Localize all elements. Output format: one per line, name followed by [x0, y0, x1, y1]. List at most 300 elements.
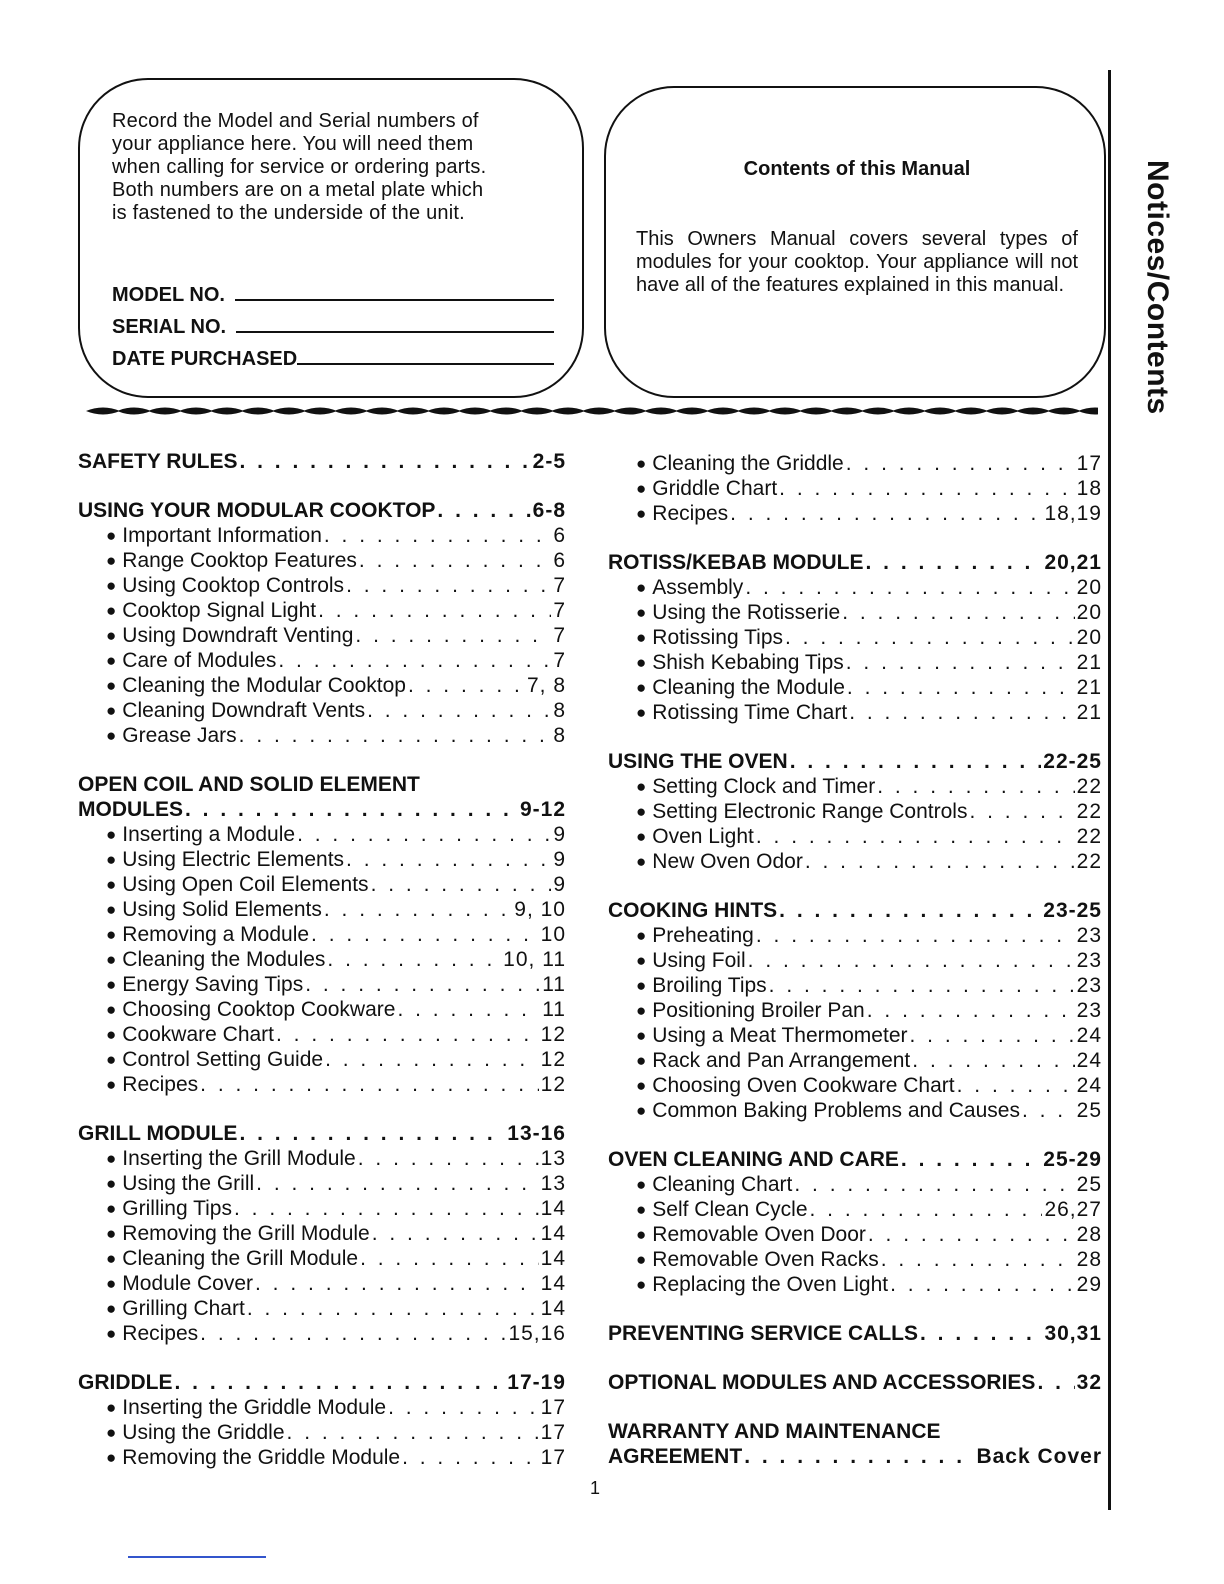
toc-section-heading[interactable] — [608, 750, 1102, 775]
toc-leader-dots — [371, 873, 552, 897]
toc-heading-label: OVEN CLEANING AND CARE — [608, 1148, 899, 1171]
toc-item-pages: 7 — [553, 624, 566, 647]
toc-leader-dots — [402, 1446, 539, 1470]
toc-item-label: ● Energy Saving Tips — [106, 973, 303, 997]
toc-item-pages: 26,27 — [1044, 1198, 1102, 1221]
divider-dash — [520, 408, 554, 415]
toc-item-pages: 24 — [1076, 1024, 1102, 1047]
toc-item[interactable] — [608, 800, 1102, 825]
toc-leader-dots — [901, 1148, 1041, 1172]
toc-leader-dots — [794, 1173, 1074, 1197]
date-purchased-line[interactable] — [297, 363, 554, 365]
toc-item-label: ● Setting Electronic Range Controls — [636, 800, 967, 824]
toc-item-pages: 9 — [553, 873, 566, 896]
toc-item-pages: 7, 8 — [526, 674, 566, 697]
toc-leader-dots — [846, 452, 1075, 476]
toc-item-label: ● Using Electric Elements — [106, 848, 344, 872]
toc-item[interactable] — [78, 1421, 566, 1446]
toc-item-label: ● Recipes — [636, 502, 728, 526]
toc-item-pages: 23 — [1076, 999, 1102, 1022]
toc-leader-dots — [785, 626, 1075, 650]
toc-heading-label: GRILL MODULE — [78, 1122, 238, 1145]
toc-item-pages: 22 — [1076, 775, 1102, 798]
divider-dash — [1078, 408, 1098, 415]
toc-leader-dots — [1022, 1099, 1075, 1123]
toc-leader-dots — [779, 899, 1041, 923]
toc-item-pages: 9 — [553, 848, 566, 871]
toc-item-label: ● Cleaning the Grill Module — [106, 1247, 358, 1271]
toc-item-pages: 29 — [1076, 1273, 1102, 1296]
toc-leader-dots — [297, 823, 551, 847]
toc-item[interactable] — [78, 1048, 566, 1073]
toc-item-label: ● Removing the Grill Module — [106, 1222, 370, 1246]
toc-item-label: ● Self Clean Cycle — [636, 1198, 808, 1222]
toc-right-column — [608, 452, 1102, 1494]
toc-item[interactable] — [608, 775, 1102, 800]
toc-item-pages: 8 — [553, 699, 566, 722]
toc-leader-dots — [359, 549, 551, 573]
toc-section-heading[interactable] — [78, 798, 566, 823]
record-line: your appliance here. You will need them — [112, 133, 474, 155]
toc-section — [608, 1322, 1102, 1347]
toc-section-heading[interactable] — [608, 1371, 1102, 1396]
toc-item-pages: 23 — [1076, 974, 1102, 997]
toc-item-pages: 13 — [540, 1147, 566, 1170]
toc-item-pages: 13 — [540, 1172, 566, 1195]
toc-item[interactable] — [608, 452, 1102, 477]
toc-item[interactable] — [78, 848, 566, 873]
toc-item-label: ● Assembly — [636, 576, 743, 600]
toc-item[interactable] — [608, 924, 1102, 949]
toc-item-label: ● Important Information — [106, 524, 322, 548]
toc-item[interactable] — [608, 502, 1102, 527]
toc-leader-dots — [810, 1198, 1043, 1222]
toc-item-pages: 15,16 — [508, 1322, 566, 1345]
toc-item[interactable] — [78, 574, 566, 599]
toc-leader-dots — [867, 999, 1075, 1023]
toc-leader-dots — [912, 1049, 1074, 1073]
toc-item[interactable] — [78, 873, 566, 898]
toc-leader-dots — [239, 1122, 505, 1146]
toc-section-heading[interactable] — [608, 1148, 1102, 1173]
toc-leader-dots — [372, 1222, 539, 1246]
record-line: is fastened to the underside of the unit. — [112, 202, 465, 224]
divider-dash — [427, 408, 461, 415]
toc-heading-label: ROTISS/KEBAB MODULE — [608, 551, 864, 574]
toc-item-label: ● Positioning Broiler Pan — [636, 999, 865, 1023]
toc-heading-label: USING YOUR MODULAR COOKTOP — [78, 499, 436, 522]
toc-item[interactable] — [78, 1322, 566, 1347]
toc-leader-dots — [881, 1248, 1075, 1272]
toc-item-pages: 20 — [1076, 576, 1102, 599]
model-number-line[interactable] — [235, 299, 554, 301]
toc-leader-dots — [311, 923, 539, 947]
toc-item[interactable] — [608, 850, 1102, 875]
toc-item-label: ● Using Open Coil Elements — [106, 873, 369, 897]
serial-number-field[interactable] — [112, 307, 554, 339]
toc-leader-dots — [957, 1074, 1075, 1098]
toc-item-pages: 8 — [553, 724, 566, 747]
toc-item[interactable] — [608, 825, 1102, 850]
toc-leader-dots — [910, 1024, 1075, 1048]
toc-item-pages: 14 — [540, 1247, 566, 1270]
toc-item-label: ● Griddle Chart — [636, 477, 777, 501]
toc-item-label: ● Choosing Oven Cookware Chart — [636, 1074, 955, 1098]
toc-leader-dots — [360, 1247, 539, 1271]
toc-leader-dots — [408, 674, 525, 698]
toc-item[interactable] — [608, 1024, 1102, 1049]
toc-item-pages: 17 — [540, 1421, 566, 1444]
toc-item-pages: 22 — [1076, 825, 1102, 848]
toc-item-pages: 21 — [1076, 676, 1102, 699]
toc-leader-dots — [866, 551, 1043, 575]
toc-leader-dots — [185, 798, 518, 822]
toc-heading-label: AGREEMENT — [608, 1445, 743, 1468]
toc-item[interactable] — [78, 1446, 566, 1471]
toc-item[interactable] — [78, 549, 566, 574]
toc-item-label: ● Cleaning the Modular Cooktop — [106, 674, 406, 698]
toc-item-pages: 25 — [1076, 1173, 1102, 1196]
toc-item-pages: 28 — [1076, 1248, 1102, 1271]
toc-item-pages: 21 — [1076, 701, 1102, 724]
toc-item-label: ● Cooktop Signal Light — [106, 599, 316, 623]
toc-item[interactable] — [78, 998, 566, 1023]
toc-item-label: ● Setting Clock and Timer — [636, 775, 875, 799]
contents-note-box — [604, 86, 1106, 398]
toc-item[interactable] — [608, 1099, 1102, 1124]
toc-leader-dots — [324, 524, 551, 548]
model-number-field[interactable] — [112, 275, 554, 307]
toc-item-label: ● New Oven Odor — [636, 850, 803, 874]
toc-leader-dots — [969, 800, 1074, 824]
toc-leader-dots — [346, 848, 551, 872]
record-instructions — [112, 110, 554, 225]
toc-item[interactable] — [78, 1272, 566, 1297]
toc-section-heading[interactable] — [608, 1322, 1102, 1347]
toc-leader-dots — [239, 450, 530, 474]
toc-heading-pages: 30,31 — [1044, 1322, 1102, 1345]
toc-item-pages: 18,19 — [1044, 502, 1102, 525]
toc-leader-dots — [346, 574, 551, 598]
toc-leader-dots — [255, 1272, 539, 1296]
toc-item[interactable] — [608, 999, 1102, 1024]
toc-heading-pages: 32 — [1076, 1371, 1102, 1394]
toc-leader-dots — [842, 601, 1074, 625]
divider-dash — [582, 408, 616, 415]
toc-item-label: ● Using Downdraft Venting — [106, 624, 353, 648]
toc-item[interactable] — [78, 599, 566, 624]
toc-item-label: ● Rotissing Tips — [636, 626, 783, 650]
toc-leader-dots — [256, 1172, 538, 1196]
toc-item[interactable] — [608, 1173, 1102, 1198]
toc-heading-pages: 9-12 — [519, 798, 566, 821]
toc-section — [78, 1122, 566, 1347]
toc-item[interactable] — [78, 973, 566, 998]
toc-item-pages: 10, 11 — [503, 948, 566, 971]
toc-item-label: ● Using a Meat Thermometer — [636, 1024, 908, 1048]
serial-number-label: SERIAL NO. — [112, 316, 227, 338]
divider-dash — [675, 408, 709, 415]
toc-item-pages: 6 — [553, 549, 566, 572]
toc-item[interactable] — [78, 699, 566, 724]
toc-item-pages: 23 — [1076, 924, 1102, 947]
toc-item-pages: 14 — [540, 1272, 566, 1295]
divider-dash — [1047, 408, 1081, 415]
toc-leader-dots — [849, 701, 1074, 725]
toc-left-column — [78, 450, 566, 1495]
divider-dash — [210, 408, 244, 415]
toc-item-pages: 23 — [1076, 949, 1102, 972]
toc-item[interactable] — [78, 1147, 566, 1172]
toc-leader-dots — [748, 949, 1075, 973]
toc-item-label: ● Recipes — [106, 1322, 198, 1346]
divider-dash — [923, 408, 957, 415]
toc-item[interactable] — [78, 1023, 566, 1048]
toc-item[interactable] — [78, 823, 566, 848]
toc-item[interactable] — [608, 1223, 1102, 1248]
toc-leader-dots — [769, 974, 1075, 998]
toc-item[interactable] — [608, 974, 1102, 999]
divider-dash — [458, 408, 492, 415]
toc-item-pages: 7 — [553, 599, 566, 622]
divider-dash — [117, 408, 151, 415]
toc-item[interactable] — [78, 624, 566, 649]
divider-dash — [985, 408, 1019, 415]
toc-section-title-line: WARRANTY AND MAINTENANCE — [608, 1420, 941, 1443]
toc-item-label: ● Inserting the Griddle Module — [106, 1396, 386, 1420]
toc-heading-pages: 23-25 — [1043, 899, 1102, 922]
toc-section-heading[interactable] — [608, 551, 1102, 576]
toc-item-pages: 18 — [1076, 477, 1102, 500]
toc-section-heading[interactable] — [78, 1122, 566, 1147]
toc-section — [608, 452, 1102, 527]
toc-leader-dots — [358, 1147, 539, 1171]
toc-leader-dots — [200, 1322, 506, 1346]
toc-item-pages: 12 — [540, 1023, 566, 1046]
toc-item[interactable] — [608, 477, 1102, 502]
toc-item-label: ● Inserting the Grill Module — [106, 1147, 356, 1171]
toc-section-heading[interactable] — [78, 1371, 566, 1396]
toc-item-label: ● Cleaning the Griddle — [636, 452, 844, 476]
toc-section-heading[interactable] — [608, 899, 1102, 924]
toc-item-pages: 21 — [1076, 651, 1102, 674]
toc-item[interactable] — [78, 898, 566, 923]
divider-dash — [1016, 408, 1050, 415]
toc-leader-dots — [756, 825, 1075, 849]
toc-item[interactable] — [608, 1049, 1102, 1074]
toc-leader-dots — [239, 724, 552, 748]
toc-item[interactable] — [78, 1073, 566, 1098]
toc-item-label: ● Removable Oven Door — [636, 1223, 866, 1247]
toc-leader-dots — [247, 1297, 539, 1321]
toc-item-pages: 14 — [540, 1197, 566, 1220]
record-line: Both numbers are on a metal plate which — [112, 179, 484, 201]
toc-section — [78, 1371, 566, 1471]
toc-item-pages: 7 — [553, 649, 566, 672]
toc-section — [608, 1371, 1102, 1396]
divider-dash — [303, 408, 337, 415]
toc-item-label: ● Common Baking Problems and Causes — [636, 1099, 1020, 1123]
side-tab-rule — [1108, 70, 1117, 1510]
toc-item-label: ● Using the Rotisserie — [636, 601, 840, 625]
toc-item-pages: 6 — [553, 524, 566, 547]
toc-heading-label: PREVENTING SERVICE CALLS — [608, 1322, 918, 1345]
toc-leader-dots — [437, 499, 530, 523]
toc-section-heading[interactable] — [78, 499, 566, 524]
toc-item[interactable] — [608, 651, 1102, 676]
toc-heading-label: OPTIONAL MODULES AND ACCESSORIES — [608, 1371, 1036, 1394]
toc-item-label: ● Using the Grill — [106, 1172, 254, 1196]
toc-leader-dots — [790, 750, 1042, 774]
toc-heading-label: COOKING HINTS — [608, 899, 778, 922]
toc-section — [78, 450, 566, 475]
toc-leader-dots — [877, 775, 1074, 799]
toc-item-pages: 22 — [1076, 800, 1102, 823]
divider-dash — [86, 408, 120, 415]
toc-item[interactable] — [78, 1396, 566, 1421]
toc-item-label: ● Using Foil — [636, 949, 746, 973]
toc-item[interactable] — [608, 576, 1102, 601]
toc-item[interactable] — [608, 1074, 1102, 1099]
record-line: when calling for service or ordering parts. — [112, 156, 487, 178]
toc-leader-dots — [846, 651, 1075, 675]
toc-item[interactable] — [608, 1248, 1102, 1273]
toc-item[interactable] — [608, 676, 1102, 701]
toc-item[interactable] — [78, 649, 566, 674]
toc-item-pages: 22 — [1076, 850, 1102, 873]
toc-item[interactable] — [78, 1222, 566, 1247]
toc-heading-pages: 17-19 — [507, 1371, 566, 1394]
toc-item[interactable] — [78, 674, 566, 699]
toc-heading-label: MODULES — [78, 798, 183, 821]
divider-dash — [706, 408, 740, 415]
toc-leader-dots — [325, 1048, 539, 1072]
toc-item[interactable] — [608, 1198, 1102, 1223]
toc-item[interactable] — [608, 701, 1102, 726]
divider-dash — [644, 408, 678, 415]
divider-dash — [768, 408, 802, 415]
toc-item-label: ● Inserting a Module — [106, 823, 295, 847]
divider-dash — [892, 408, 926, 415]
toc-item[interactable] — [78, 1247, 566, 1272]
toc-item-label: ● Removing a Module — [106, 923, 309, 947]
toc-item-label: ● Grilling Tips — [106, 1197, 232, 1221]
toc-item-pages: 10 — [540, 923, 566, 946]
toc-leader-dots — [920, 1322, 1042, 1346]
divider-dash — [830, 408, 864, 415]
toc-item[interactable] — [78, 1172, 566, 1197]
toc-item-label: ● Removable Oven Racks — [636, 1248, 879, 1272]
divider-dash — [861, 408, 895, 415]
toc-item-label: ● Grilling Chart — [106, 1297, 245, 1321]
date-purchased-field[interactable] — [112, 339, 554, 371]
divider-dash — [799, 408, 833, 415]
divider-dash — [179, 408, 213, 415]
toc-leader-dots — [868, 1223, 1075, 1247]
toc-item-pages: 14 — [540, 1222, 566, 1245]
toc-section-heading[interactable] — [78, 450, 566, 475]
toc-item[interactable] — [78, 1297, 566, 1322]
toc-section — [608, 551, 1102, 726]
corner-mark — [128, 1556, 266, 1558]
toc-item[interactable] — [608, 601, 1102, 626]
toc-leader-dots — [175, 1371, 506, 1395]
toc-item-pages: 20 — [1076, 626, 1102, 649]
toc-item-pages: 11 — [542, 998, 566, 1021]
toc-leader-dots — [318, 599, 551, 623]
toc-leader-dots — [756, 924, 1075, 948]
serial-number-line[interactable] — [236, 331, 554, 333]
toc-section — [78, 773, 566, 1098]
toc-item-label: ● Cleaning the Module — [636, 676, 845, 700]
toc-item-pages: 25 — [1076, 1099, 1102, 1122]
toc-heading-pages: 25-29 — [1043, 1148, 1102, 1171]
toc-item-pages: 12 — [540, 1048, 566, 1071]
toc-item-label: ● Replacing the Oven Light — [636, 1273, 888, 1297]
contents-box-title: Contents of this Manual — [743, 158, 971, 180]
toc-item-label: ● Preheating — [636, 924, 754, 948]
toc-item[interactable] — [78, 1197, 566, 1222]
toc-leader-dots — [355, 624, 551, 648]
toc-heading-pages: 22-25 — [1043, 750, 1102, 773]
toc-section — [608, 750, 1102, 875]
toc-leader-dots — [805, 850, 1075, 874]
toc-item-pages: 9 — [553, 823, 566, 846]
decorative-divider — [86, 403, 1098, 419]
toc-item[interactable] — [608, 949, 1102, 974]
toc-leader-dots — [200, 1073, 538, 1097]
toc-item[interactable] — [78, 724, 566, 749]
toc-section-heading[interactable] — [608, 1445, 1102, 1470]
toc-section — [608, 899, 1102, 1124]
toc-leader-dots — [730, 502, 1042, 526]
model-number-label: MODEL NO. — [112, 284, 225, 306]
toc-heading-pages: 13-16 — [507, 1122, 566, 1145]
toc-item-label: ● Using Cooktop Controls — [106, 574, 344, 598]
toc-item[interactable] — [78, 923, 566, 948]
divider-dash — [551, 408, 585, 415]
toc-item-label: ● Choosing Cooktop Cookware — [106, 998, 395, 1022]
toc-item-label: ● Rotissing Time Chart — [636, 701, 847, 725]
toc-item[interactable] — [608, 1273, 1102, 1298]
toc-item-label: ● Module Cover — [106, 1272, 253, 1296]
toc-item[interactable] — [78, 948, 566, 973]
toc-section — [78, 499, 566, 749]
toc-item-pages: 17 — [540, 1396, 566, 1419]
toc-heading-pages: 6-8 — [532, 499, 566, 522]
toc-leader-dots — [397, 998, 540, 1022]
toc-item-pages: 24 — [1076, 1074, 1102, 1097]
toc-item-label: ● Care of Modules — [106, 649, 276, 673]
toc-heading-label: GRIDDLE — [78, 1371, 173, 1394]
toc-item-label: ● Shish Kebabing Tips — [636, 651, 844, 675]
toc-item-label: ● Using Solid Elements — [106, 898, 322, 922]
toc-leader-dots — [847, 676, 1075, 700]
date-purchased-label: DATE PURCHASED — [112, 348, 298, 370]
toc-item-label: ● Cleaning Chart — [636, 1173, 792, 1197]
divider-dash — [954, 408, 988, 415]
toc-leader-dots — [744, 1445, 974, 1469]
toc-item-pages: 28 — [1076, 1223, 1102, 1246]
toc-item-label: ● Broiling Tips — [636, 974, 767, 998]
toc-item-pages: 14 — [540, 1297, 566, 1320]
toc-item[interactable] — [608, 626, 1102, 651]
toc-item[interactable] — [78, 524, 566, 549]
toc-item-label: ● Using the Griddle — [106, 1421, 285, 1445]
toc-leader-dots — [745, 576, 1074, 600]
toc-item-label: ● Oven Light — [636, 825, 754, 849]
toc-heading-pages: Back Cover — [976, 1445, 1102, 1468]
